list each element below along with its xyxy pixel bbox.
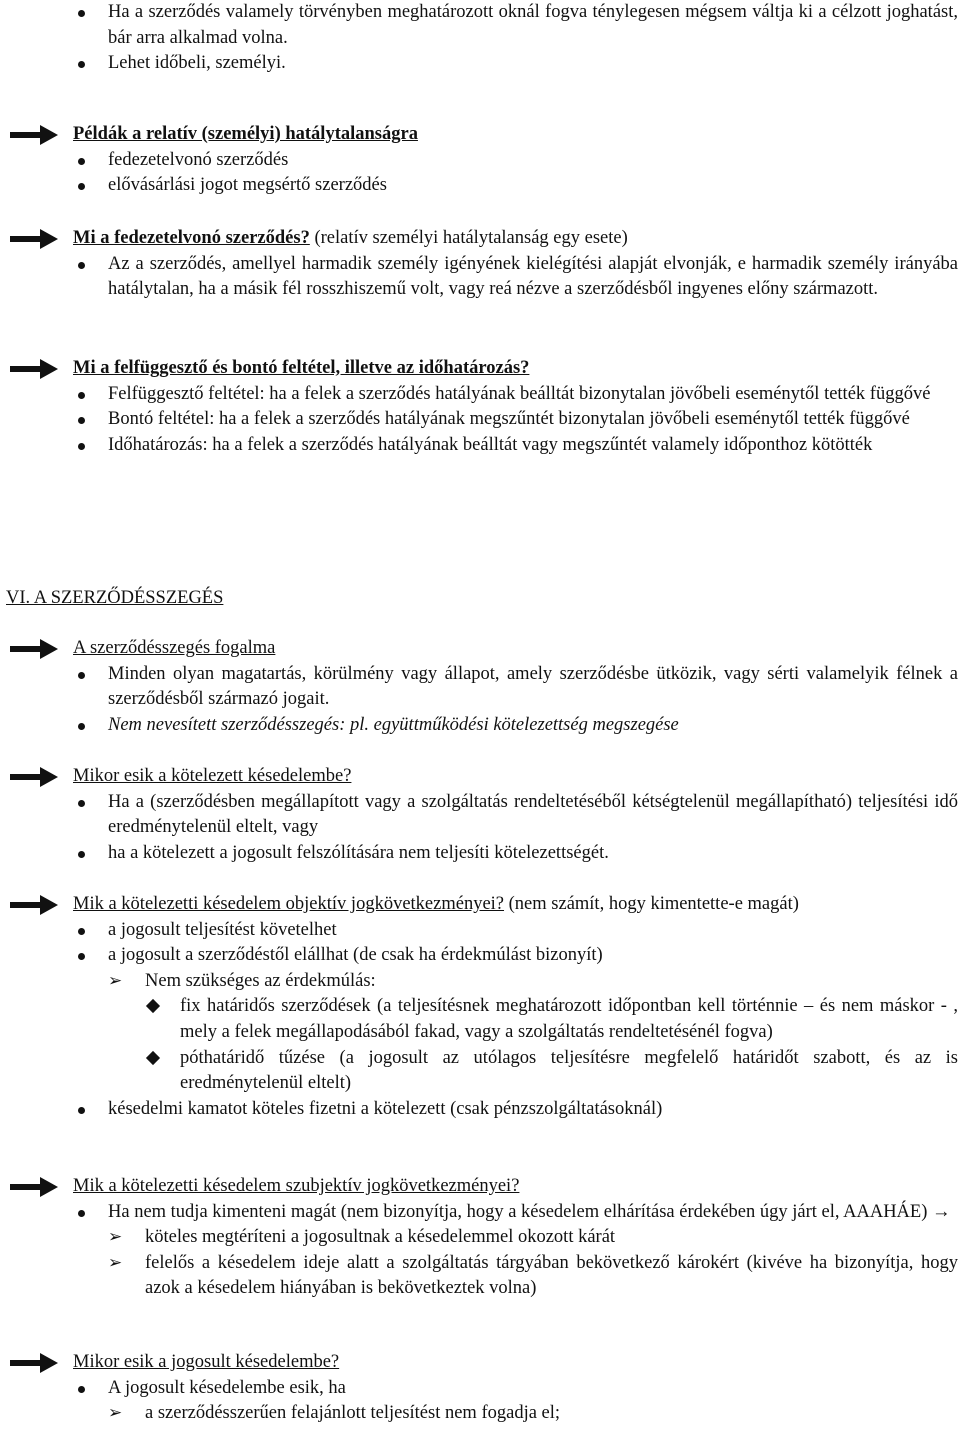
bullet-icon [78, 1386, 85, 1393]
heading: Mikor esik a jogosult késedelembe? [0, 1350, 960, 1376]
list-item: Ha a szerződés valamely törvényben meghatározott oknál fogva ténylegesen mégsem váltja ki a célzott joghatást, bár arra alkalmad volna. [0, 0, 960, 51]
thick-right-arrow-icon [10, 229, 60, 249]
list-item: Minden olyan magatartás, körülmény vagy állapot, amely szerződésbe ütközik, vagy sérti valamelyik félnek a szerződésből származó jogait. [0, 662, 960, 713]
heading: Mik a kötelezetti késedelem objektív jogkövetkezményei? (nem számít, hogy kimentette-e magát) [0, 892, 960, 918]
bullet-icon [78, 672, 85, 679]
section-subjective-consequences [0, 1174, 960, 1302]
list-item: fedezetelvonó szerződés [0, 148, 960, 174]
section-obligor-delay [0, 764, 960, 866]
diamond-bullet-icon [146, 999, 160, 1013]
thick-right-arrow-icon [10, 1353, 60, 1373]
section-breach-definition [0, 636, 960, 738]
arrowhead-bullet-icon: ➢ [108, 970, 123, 991]
bullet-icon [78, 443, 85, 450]
heading: Mi a felfüggesztő és bontó feltétel, illetve az időhatározás? [0, 356, 960, 382]
arrowhead-bullet-icon: ➢ [108, 1252, 123, 1273]
list-item: késedelmi kamatot köteles fizetni a kötelezett (csak pénzszolgáltatásoknál) [0, 1097, 960, 1123]
thick-right-arrow-icon [10, 895, 60, 915]
heading: Mik a kötelezetti késedelem szubjektív jogkövetkezményei? [0, 1174, 960, 1200]
thick-right-arrow-icon [10, 125, 60, 145]
list-item: A jogosult késedelembe esik, ha [0, 1376, 960, 1402]
list-item: elővásárlási jogot megsértő szerződés [0, 173, 960, 199]
section-objective-consequences [0, 892, 960, 1122]
heading: Példák a relatív (személyi) hatálytalanságra [0, 122, 960, 148]
bullet-icon [78, 851, 85, 858]
sub-sub-list-item: fix határidős szerződések (a teljesítésnek meghatározott időpontban kell történnie – és nem máskor - , mely a felek megállapodásából fakad, vagy a szolgáltatás rendeltetésénél fogva) [0, 994, 960, 1045]
thick-right-arrow-icon [10, 359, 60, 379]
bullet-icon [78, 800, 85, 807]
bullet-icon [78, 262, 85, 269]
bullet-icon [78, 953, 85, 960]
bullet-icon [78, 183, 85, 190]
section-examples-relative [0, 122, 960, 199]
list-item: Időhatározás: ha a felek a szerződés hatályának beálltát vagy megszűntét valamely időponthoz kötötték [0, 433, 960, 459]
sub-list-item: ➢ köteles megtéríteni a jogosultnak a késedelemmel okozott kárát [0, 1225, 960, 1251]
bullet-icon [78, 392, 85, 399]
list-item: Nem nevesített szerződésszegés: pl. együttműködési kötelezettség megszegése [0, 713, 960, 739]
thick-right-arrow-icon [10, 767, 60, 787]
arrowhead-bullet-icon: ➢ [108, 1227, 123, 1248]
section-creditor-delay [0, 1350, 960, 1427]
list-item: Ha nem tudja kimenteni magát (nem bizonyítja, hogy a késedelem elhárítása érdekében úgy járt el, AAAHÁE) → [0, 1200, 960, 1226]
list-item: a jogosult a szerződéstől elállhat (de csak ha érdekmúlást bizonyít) [0, 943, 960, 969]
list-item: a jogosult teljesítést követelhet [0, 918, 960, 944]
sub-sub-list-item: póthatáridő tűzése (a jogosult az utólagos teljesítésre megfelelő határidőt szabott, és az is eredménytelenül eltelt) [0, 1046, 960, 1097]
list-item: Bontó feltétel: ha a felek a szerződés hatályának megszűntét bizonytalan jövőbeli eseménytől tették függővé [0, 407, 960, 433]
sub-list-item: ➢ Nem szükséges az érdekmúlás: [0, 969, 960, 995]
bullet-icon [78, 417, 85, 424]
heading: A szerződésszegés fogalma [0, 636, 960, 662]
diamond-bullet-icon [146, 1050, 160, 1064]
heading: Mikor esik a kötelezett késedelembe? [0, 764, 960, 790]
section-fedezetelvono [0, 226, 960, 303]
bullet-icon [78, 928, 85, 935]
section-title: VI. A SZERZŐDÉSSZEGÉS [6, 588, 224, 608]
thick-right-arrow-icon [10, 639, 60, 659]
list-item: Ha a (szerződésben megállapított vagy a szolgáltatás rendeltetéséből kétségtelenül megállapítható) teljesítési idő eredménytelenül eltelt, vagy [0, 790, 960, 841]
intro-list [0, 0, 960, 77]
bullet-icon [78, 61, 85, 68]
bullet-icon [78, 723, 85, 730]
list-item: Lehet időbeli, személyi. [0, 51, 960, 77]
list-item: Felfüggesztő feltétel: ha a felek a szerződés hatályának beálltát bizonytalan jövőbeli eseménytől tették függővé [0, 382, 960, 408]
bullet-icon [78, 158, 85, 165]
thick-right-arrow-icon [10, 1177, 60, 1197]
list-item: Az a szerződés, amellyel harmadik személy igényének kielégítési alapját elvonják, e harmadik személy irányába hatálytalan, ha a másik fél rosszhiszemű volt, vagy reá nézve a szerződésből ingyenes előny származott. [0, 252, 960, 303]
sub-list-item: ➢ a szerződésszerűen felajánlott teljesítést nem fogadja el; [0, 1401, 960, 1427]
sub-list-item: ➢ felelős a késedelem ideje alatt a szolgáltatás tárgyában bekövetkező károkért (kivéve ha bizonyítja, hogy azok a késedelem hiányában is bekövetkeztek volna) [108, 1252, 958, 1299]
bullet-icon [78, 1210, 85, 1217]
section-conditions [0, 356, 960, 458]
bullet-icon [78, 1107, 85, 1114]
heading: Mi a fedezetelvonó szerződés? (relatív személyi hatálytalanság egy esete) [0, 226, 960, 252]
list-item: ha a kötelezett a jogosult felszólítására nem teljesíti kötelezettségét. [0, 841, 960, 867]
arrowhead-bullet-icon: ➢ [108, 1403, 123, 1424]
bullet-icon [78, 10, 85, 17]
